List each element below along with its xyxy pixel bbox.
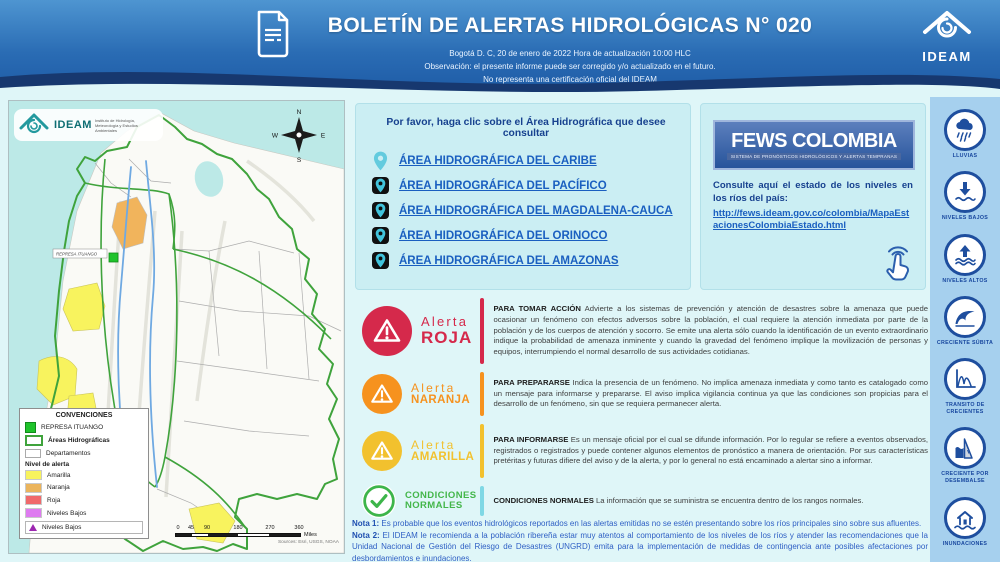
sidebar-item-creciente-subita[interactable]: CRECIENTE SÚBITA <box>933 296 997 347</box>
roja-swatch <box>25 495 42 505</box>
alert-amarilla-description: PARA INFORMARSE Es un mensaje oficial por el cual se difunde información. Por lo regular se refiere a eventos observados, registrados o registrados y puede contener algunos elementos de pronóstico a manera de orientación. Por sus características pretéritas y futuras difiere del aviso y de la alerta, y por lo general no está encaminado a alertar sino a informar. <box>493 434 928 466</box>
areas-swatch <box>25 435 43 446</box>
ideam-house-icon <box>917 6 977 46</box>
legend-item-marker-niveles-bajos: Niveles Bajos <box>25 521 143 534</box>
map-scalebar <box>175 525 339 545</box>
legend-title: CONVENCIONES <box>55 412 113 420</box>
note-1: Nota 1: Es probable que los eventos hidrológicos reportados en las alertas emitidas no se estén presentando sobre los ríos principales sino sobre sus afluentes. <box>352 519 922 528</box>
legend-item-departamentos: Departamentos <box>25 449 143 458</box>
header <box>0 0 1000 96</box>
links-instruction: Por favor, haga clic sobre el Área Hidrográfica que desee consultar <box>386 117 666 139</box>
rain-icon <box>944 109 986 151</box>
note-2: Nota 2: El IDEAM le recomienda a la población ribereña estar muy atentos al comportamiento de los niveles de los ríos y atender las recomendaciones que la Unidad Nacional de Gestión del Riesgo de Desastres (UNGRD) emita para la implementación de medidas de contingencia ante posibles afectaciones por desbordamientos e inundaciones. <box>352 530 928 562</box>
header-date-line: Bogotá D. C, 20 de enero de 2022 Hora de actualización 10:00 HLC <box>449 49 691 58</box>
legend-item-niveles-bajos: Niveles Bajos <box>25 508 143 518</box>
high-levels-icon <box>944 234 986 276</box>
map-logo-caption: Instituto de Hidrología, Meteorología y Estudios Ambientales <box>94 117 138 133</box>
dam-release-icon <box>944 427 986 469</box>
area-link-row-caribe[interactable] <box>372 148 680 173</box>
legend-item-naranja: Naranja <box>25 483 143 493</box>
area-link-amazonas[interactable]: ÁREA HIDROGRÁFICA DEL AMAZONAS <box>399 254 619 267</box>
ideam-logo <box>908 6 986 64</box>
alert-divider-bar <box>480 424 484 478</box>
legend-item-areas: Áreas Hidrográficas <box>25 435 143 446</box>
fews-link[interactable]: http://fews.ideam.gov.co/colombia/MapaEstacionesColombiaEstado.html <box>713 207 910 232</box>
scalebar-bar <box>175 533 301 537</box>
header-disclaimer-line: No representa una certificación oficial del IDEAM <box>483 74 657 84</box>
amarilla-swatch <box>25 470 42 480</box>
map-legend <box>19 408 149 539</box>
sidebar-item-niveles-bajos[interactable]: NIVELES BAJOS <box>933 171 997 222</box>
area-link-row-magdalena-cauca[interactable] <box>372 198 680 223</box>
alerta-naranja-icon <box>362 374 402 414</box>
area-link-row-orinoco[interactable] <box>372 223 680 248</box>
notes-section <box>352 518 928 562</box>
fews-banner-title: FEWS COLOMBIA <box>731 129 897 152</box>
naranja-swatch <box>25 483 42 493</box>
alert-divider-bar <box>480 372 484 416</box>
alert-row-roja: Alerta ROJA PARA TOMAR ACCIÓN Advierte a los sistemas de prevención y atención de desastres sobre la amenaza que puede ocasionar un fenómeno con efectos adversos sobre la población, el cual requiere la atención inmediata por parte de la población y de los cuerpos de atención y socorro. Se emite una alerta sólo cuando la identificación de un evento extraordinario indique la probabilidad de amenaza inminente y cuando la gravedad del fenómeno implique la movilización de personas y equipos, interrumpiendo el normal desarrollo de sus actividades cotidianas. <box>352 296 928 366</box>
legend-item-amarilla: Amarilla <box>25 470 143 480</box>
area-link-pacifico[interactable]: ÁREA HIDROGRÁFICA DEL PACÍFICO <box>399 179 607 192</box>
area-link-row-pacifico[interactable] <box>372 173 680 198</box>
flood-transit-icon <box>944 358 986 400</box>
page-title: BOLETÍN DE ALERTAS HIDROLÓGICAS N° 020 <box>327 14 813 37</box>
fews-banner-subtitle: SISTEMA DE PRONÓSTICOS HIDROLÓGICOS Y ALERTAS TEMPRANAS <box>727 153 901 160</box>
flood-icon <box>944 497 986 539</box>
document-icon <box>253 9 293 59</box>
legend-alert-title: Nivel de alerta <box>25 460 70 468</box>
area-links-panel <box>355 103 691 290</box>
scalebar-ticks: 0 45 90 180 270 360 <box>176 525 304 531</box>
alert-row-condiciones-normales: CONDICIONES NORMALES CONDICIONES NORMALES La información que se suministra se encuentra dentro de los rangos normales. <box>352 484 928 518</box>
departamentos-swatch <box>25 449 41 458</box>
header-wave-decoration <box>0 67 1000 97</box>
sidebar-item-lluvias[interactable]: LLUVIAS <box>933 109 997 160</box>
alert-definitions <box>352 296 928 518</box>
sidebar-item-creciente-por-desembalse[interactable]: CRECIENTE POR DESEMBALSE <box>933 427 997 485</box>
map-panel <box>8 100 345 554</box>
alerta-roja-icon <box>362 306 412 356</box>
alert-divider-bar <box>480 486 484 516</box>
legend-item-roja: Roja <box>25 495 143 505</box>
fews-colombia-banner[interactable] <box>713 120 915 170</box>
svg-text:W: W <box>271 132 279 140</box>
scalebar-unit: Miles <box>304 532 317 538</box>
alert-divider-bar <box>480 298 484 364</box>
sidebar-item-inundaciones[interactable]: INUNDACIONES <box>933 497 997 548</box>
represa-ituango-marker[interactable] <box>109 253 118 262</box>
represa-label: REPRESA ITUANGO <box>56 251 98 257</box>
map-logo-text: IDEAM <box>54 119 92 131</box>
alert-row-naranja: Alerta NARANJA PARA PREPARARSE Indica la presencia de un fenómeno. No implica amenaza inmediata y como tanto es catalogado como un mensaje para informarse y prepararse. El aviso implica vigilancia continua ya que las condiciones son propicias para el desarrollo de un fenómeno, sin que se requiera permanecer alerta. <box>352 370 928 418</box>
alerta-amarilla-icon <box>362 431 402 471</box>
area-link-row-amazonas[interactable] <box>372 248 680 273</box>
sidebar-item-niveles-altos[interactable]: NIVELES ALTOS <box>933 234 997 285</box>
ideam-house-icon <box>17 111 51 139</box>
map-source-credit: Sources: Esri, USGS, NOAA <box>277 540 339 545</box>
svg-text:N: N <box>296 109 302 116</box>
phenomena-sidebar <box>930 95 1000 562</box>
click-hand-icon <box>881 245 915 283</box>
alert-roja-description: PARA TOMAR ACCIÓN Advierte a los sistemas de prevención y atención de desastres sobre la amenaza que puede ocasionar un fenómeno con efectos adversos sobre la población, el cual requiere la atención inmediata por parte de la población y de los cuerpos de atención y socorro. Se emite una alerta sólo cuando la identificación de un evento extraordinario indique la probabilidad de amenaza inminente y cuando la gravedad del fenómeno implique la movilización de personas y equipos, interrumpiendo el normal desarrollo de sus actividades cotidianas. <box>493 303 928 357</box>
ideam-logo-text: IDEAM <box>922 49 972 64</box>
map-ideam-logo <box>14 109 163 141</box>
alert-row-amarilla: Alerta AMARILLA PARA INFORMARSE Es un mensaje oficial por el cual se difunde información. Por lo regular se refiere a eventos observados, registrados o registrados y puede contener algunos elementos de pronóstico a manera de orientación. Por sus características pretéritas y futuras difiere del aviso y de la alerta, y por lo general no está encaminado a alertar sino a informar. <box>352 422 928 480</box>
area-link-caribe[interactable]: ÁREA HIDROGRÁFICA DEL CARIBE <box>399 154 597 167</box>
low-levels-icon <box>944 171 986 213</box>
map-pin-icon <box>372 177 389 194</box>
map-pin-icon <box>372 227 389 244</box>
map-pin-icon <box>372 202 389 219</box>
area-link-magdalena-cauca[interactable]: ÁREA HIDROGRÁFICA DEL MAGDALENA-CAUCA <box>399 204 673 217</box>
fews-intro-text: Consulte aquí el estado de los niveles en los ríos del país: <box>713 180 913 204</box>
condiciones-normales-description: CONDICIONES NORMALES La información que se suministra se encuentra dentro de los rangos normales. <box>493 495 864 505</box>
alert-naranja-description: PARA PREPARARSE Indica la presencia de un fenómeno. No implica amenaza inmediata y como tanto es catalogado como un mensaje para informarse y prepararse. El aviso implica vigilancia continua ya que las condiciones son propicias para el desarrollo de un fenómeno, sin que se requiera permanecer alerta. <box>493 377 929 409</box>
map-pin-icon <box>372 252 389 269</box>
represa-swatch <box>25 422 36 433</box>
niveles-bajos-swatch <box>25 508 42 518</box>
svg-text:E: E <box>320 132 326 140</box>
triangle-marker-icon <box>29 524 37 531</box>
map-pin-icon <box>372 151 389 171</box>
svg-text:S: S <box>296 157 302 164</box>
fews-panel <box>700 103 926 290</box>
sidebar-item-transito-de-crecientes[interactable]: TRANSITO DE CRECIENTES <box>933 358 997 416</box>
area-link-orinoco[interactable]: ÁREA HIDROGRÁFICA DEL ORINOCO <box>399 229 608 242</box>
condiciones-normales-icon <box>362 484 396 518</box>
flash-flood-icon <box>944 296 986 338</box>
header-observation-line: Observación: el presente informe puede ser corregido y/o actualizado en el futuro. <box>424 61 716 71</box>
legend-item-represa: REPRESA ITUANGO <box>25 422 143 433</box>
